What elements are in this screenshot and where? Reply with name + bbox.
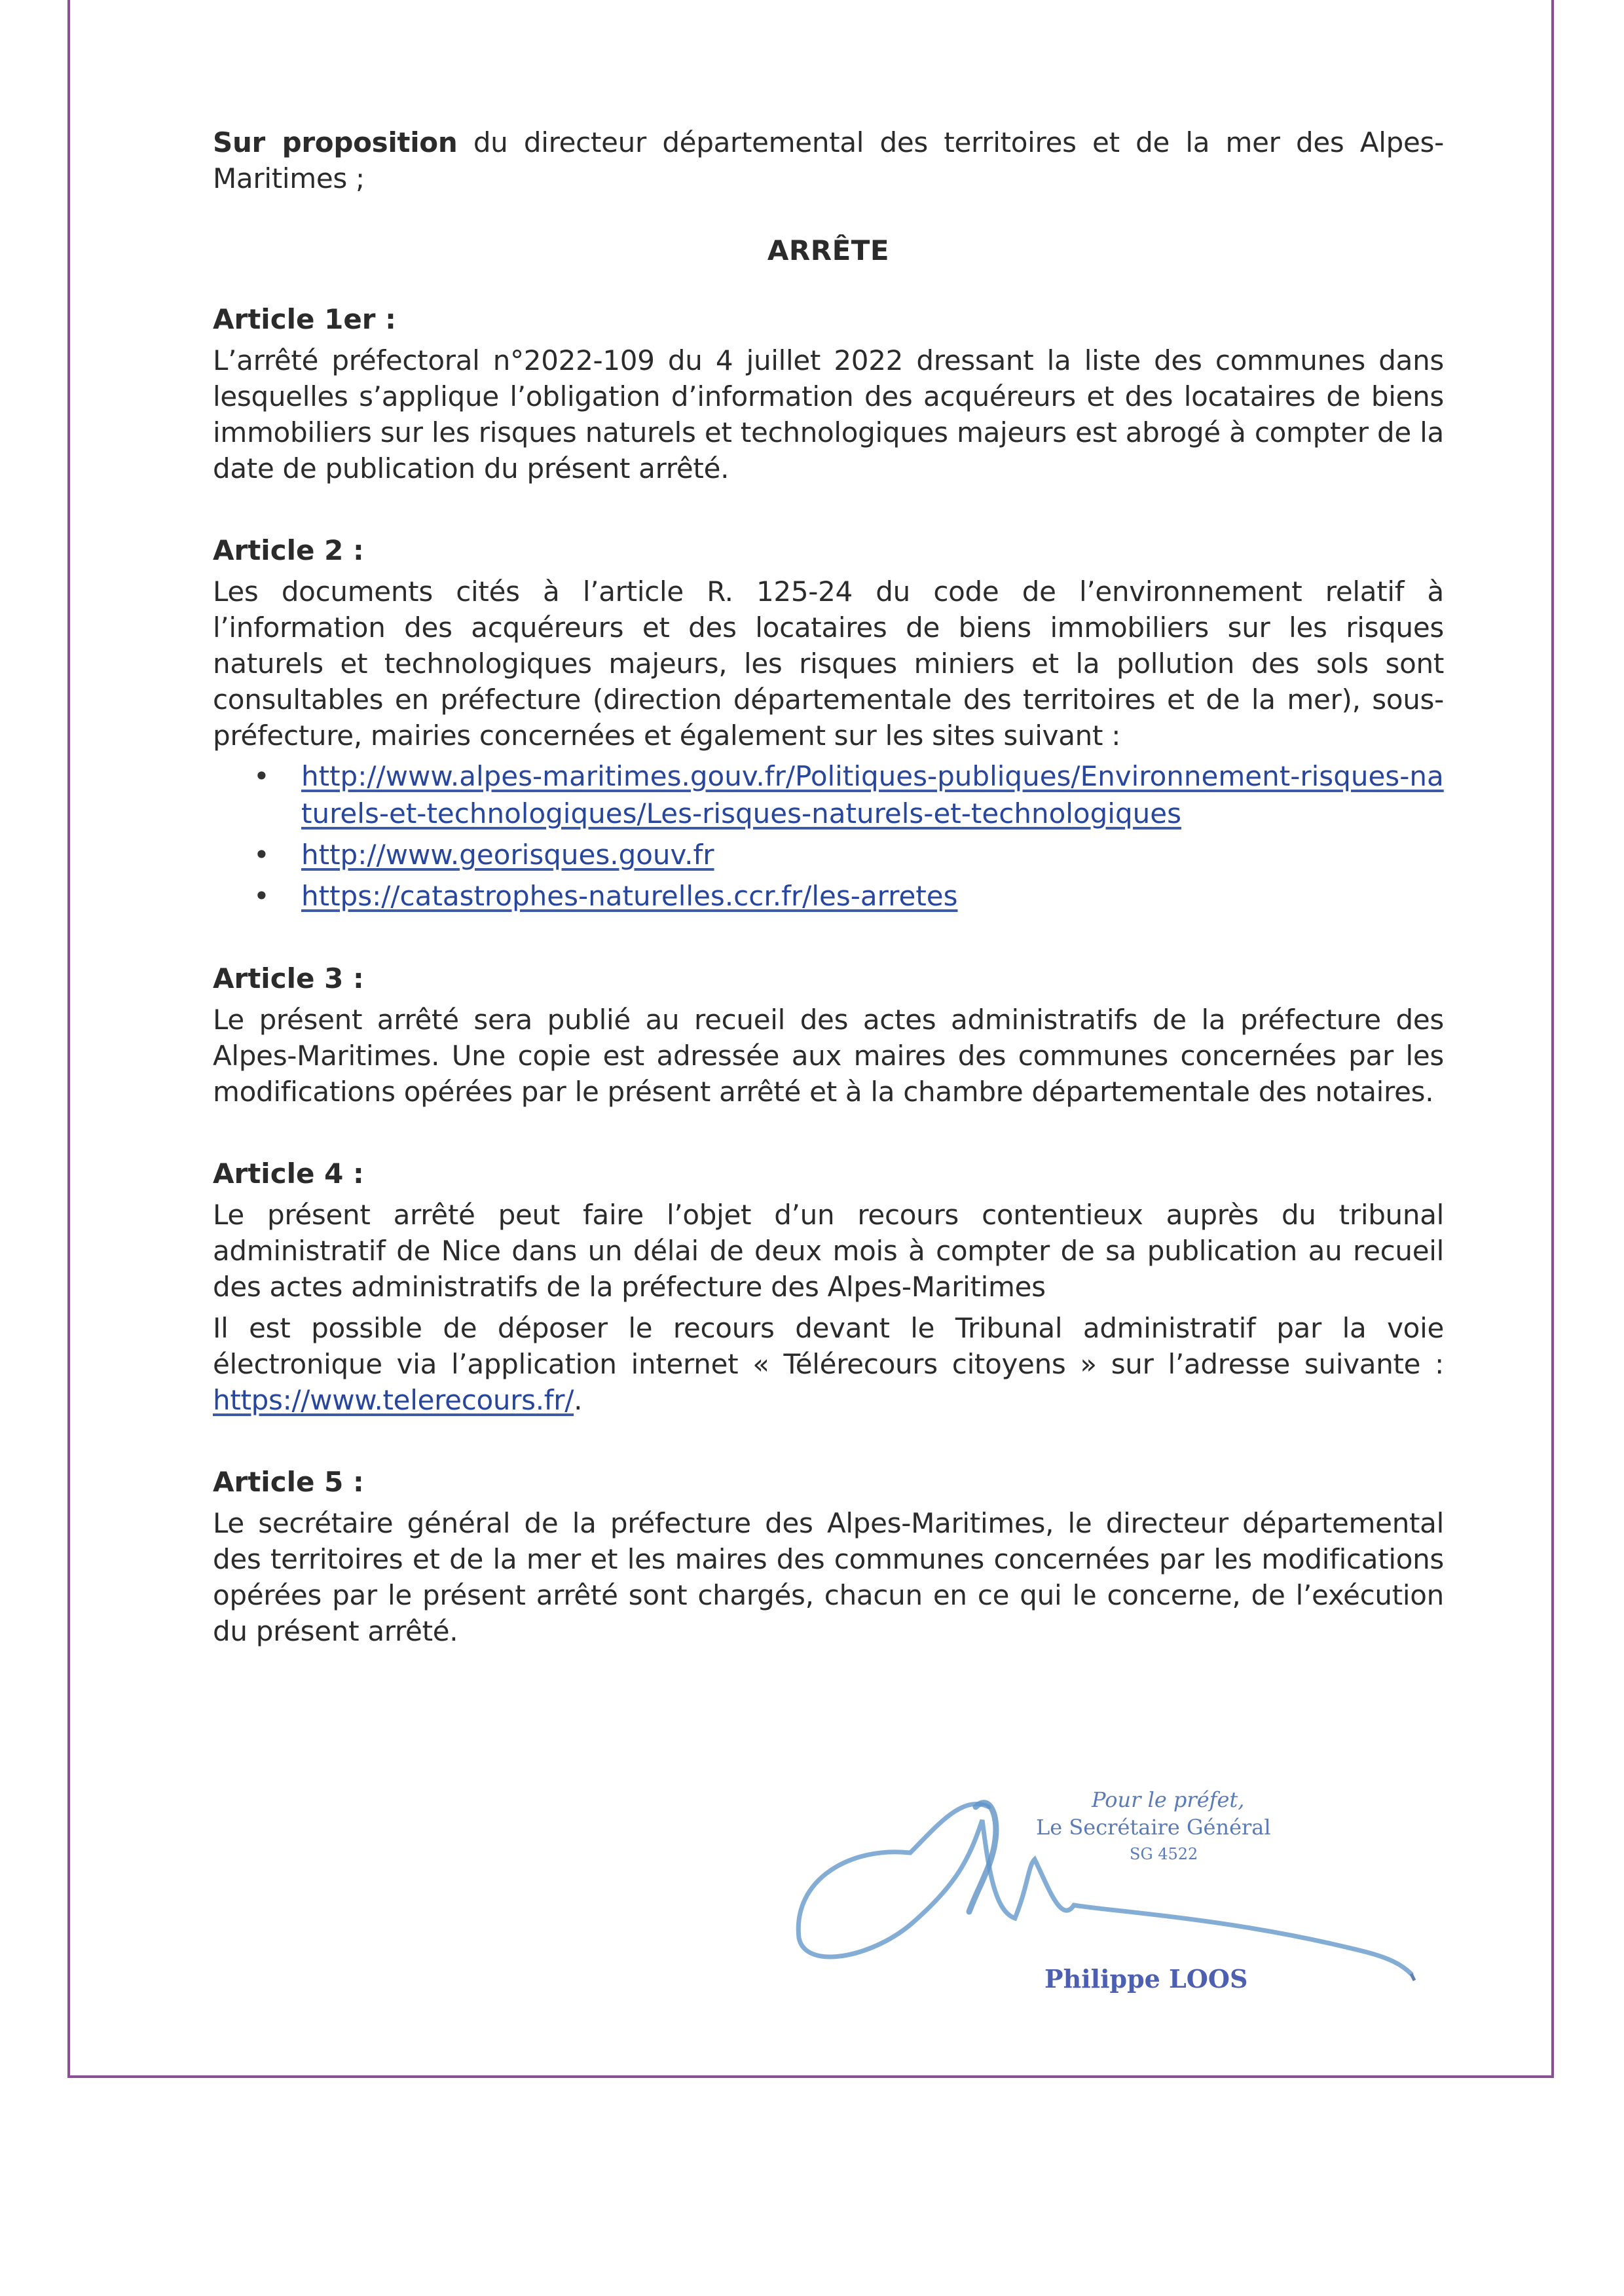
intro-text: du directeur départemental des territoires et de la mer des Alpes-Maritimes ; (213, 126, 1444, 194)
document-body (213, 124, 1444, 1695)
bullet-icon: • (253, 760, 270, 792)
article-paragraph: Le présent arrêté sera publié au recueil des actes administratifs de la préfecture des Alpes-Maritimes. Une copie est adressée aux maires des communes concernées par les modifications opérées par le présent arrêté et à la chambre départementale des notaires. (213, 1004, 1444, 1108)
bullet-icon: • (253, 880, 270, 912)
list-item (213, 757, 1444, 832)
article-heading: Article 3 : (213, 962, 364, 994)
link-georisques[interactable]: http://www.georisques.gouv.fr (301, 839, 714, 871)
article-3 (213, 960, 1444, 1110)
links-list (213, 757, 1444, 915)
link-alpes-maritimes[interactable]: http://www.alpes-maritimes.gouv.fr/Politiques-publiques/Environnement-risques-naturels-et-technologiques/Les-risques-naturels-et-technologiques (301, 760, 1444, 829)
link-suffix: . (574, 1384, 583, 1416)
list-item (213, 836, 1444, 873)
article-paragraph: Le présent arrêté peut faire l’objet d’un recours contentieux auprès du tribunal administratif de Nice dans un délai de deux mois à compter de sa publication au recueil des actes administratifs de la préfecture des Alpes-Maritimes (213, 1199, 1444, 1303)
article-2 (213, 532, 1444, 915)
article-paragraph: Les documents cités à l’article R. 125-24 du code de l’environnement relatif à l’information des acquéreurs et des locataires de biens immobiliers sur les risques naturels et technologiques majeurs, les risques miniers et la pollution des sols sont consultables en préfecture (direction départementale des territoires et de la mer), sous-préfecture, mairies concernées et également sur les sites suivant : (213, 575, 1444, 752)
article-5 (213, 1464, 1444, 1649)
signature-code: SG 4522 (1130, 1845, 1198, 1863)
bullet-icon: • (253, 839, 270, 871)
intro-bold: Sur proposition (213, 126, 458, 158)
recourse-text: Il est possible de déposer le recours devant le Tribunal administratif par la voie électronique via l’application internet « Télérecours citoyens » sur l’adresse suivante : (213, 1312, 1444, 1380)
article-4 (213, 1156, 1444, 1418)
article-heading: Article 2 : (213, 534, 364, 566)
link-telerecours[interactable]: https://www.telerecours.fr/ (213, 1384, 574, 1416)
article-heading: Article 1er : (213, 303, 396, 335)
signature-block (773, 1755, 1506, 2003)
decree-title: ARRÊTE (767, 234, 890, 266)
signature-pour-le-prefet: Pour le préfet, (1092, 1787, 1245, 1812)
article-heading: Article 5 : (213, 1466, 364, 1498)
article-paragraph: Le secrétaire général de la préfecture des Alpes-Maritimes, le directeur départemental des territoires et de la mer et les maires des communes concernées par les modifications opérées par le présent arrêté sont chargés, chacun en ce qui le concerne, de l’exécution du présent arrêté. (213, 1507, 1444, 1647)
article-paragraph (213, 1310, 1444, 1418)
list-item (213, 877, 1444, 915)
article-heading: Article 4 : (213, 1157, 364, 1190)
article-paragraph: L’arrêté préfectoral n°2022-109 du 4 juillet 2022 dressant la liste des communes dans lesquelles s’applique l’obligation d’information des acquéreurs et des locataires de biens immobiliers sur les risques naturels et technologiques majeurs est abrogé à compter de la date de publication du présent arrêté. (213, 344, 1444, 484)
signature-role: Le Secrétaire Général (1036, 1815, 1271, 1840)
article-1 (213, 301, 1444, 486)
intro-paragraph (213, 124, 1444, 196)
signatory-name: Philippe LOOS (1044, 1964, 1248, 1994)
link-catastrophes-naturelles[interactable]: https://catastrophes-naturelles.ccr.fr/les-arretes (301, 880, 958, 912)
